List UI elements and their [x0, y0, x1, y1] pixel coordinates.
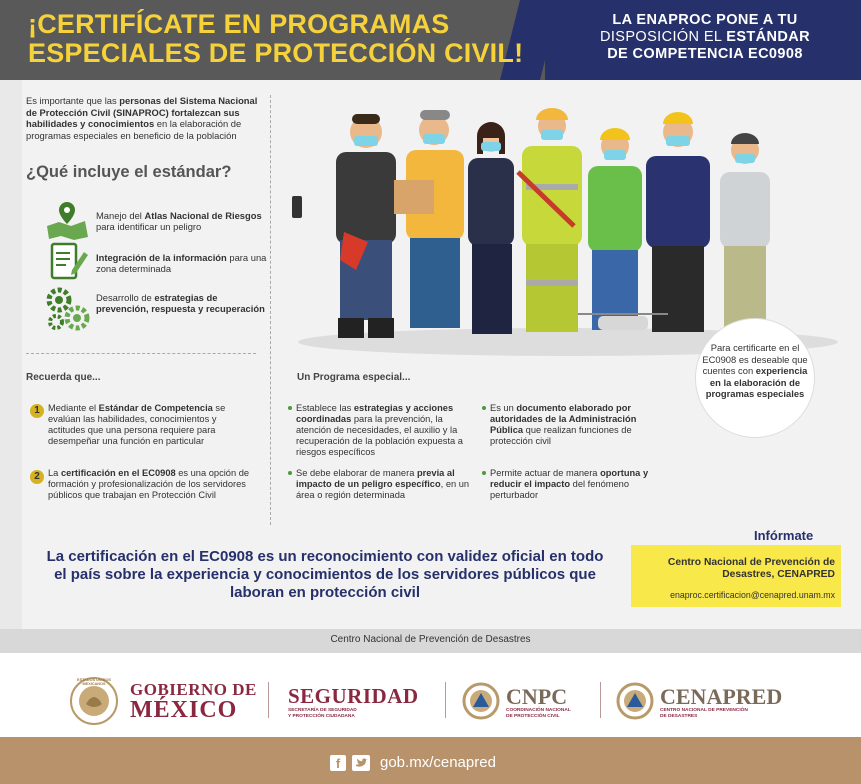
program-item: Establece las estrategias y acciones coordinadas para la prevención, la atención de necesidades, el auxilio y la recuperación de la población expuesta a riesgos específicos: [288, 403, 476, 458]
worker-figure: [518, 108, 582, 332]
standard-item: Desarrollo de estrategias de prevención, respuesta y recuperación: [44, 286, 268, 332]
header-subtitle: LA ENAPROC PONE A TU DISPOSICIÓN EL ESTÁNDAR DE COMPETENCIA EC0908: [599, 12, 811, 62]
program-item: Se debe elaborar de manera previa al impacto de un peligro específico, en un área o región determinada: [288, 468, 476, 501]
remember-item: Mediante el Estándar de Competencia se evalúan las habilidades, conocimientos y actitudes que una persona requiere para desempeñar una función en particular: [48, 403, 226, 446]
number-badge: 1: [30, 404, 44, 418]
worker-figure: [646, 112, 710, 332]
footer-org-name: Centro Nacional de Prevención de Desastres: [330, 634, 531, 645]
program-item: Permite actuar de manera oportuna y reducir el impacto del fenómeno perturbador: [482, 468, 662, 501]
logo-separator: [445, 682, 446, 718]
cenapred-logo: CENAPRED: [660, 684, 783, 709]
cnpc-logo: CNPC: [506, 684, 568, 709]
worker-figure: [394, 110, 464, 328]
remember-heading: Recuerda que...: [26, 372, 101, 383]
radio: [292, 196, 302, 218]
intro-paragraph: Es importante que las personas del Sistema Nacional de Protección Civil (SINAPROC) fortalezcan sus habilidades y conocimientos en la elaboración de programas especiales en beneficio de la población: [26, 95, 258, 141]
page-title: ¡CERTIFÍCATE EN PROGRAMAS ESPECIALES DE PROTECCIÓN CIVIL!: [28, 9, 524, 68]
cenapred-emblem-icon: [616, 682, 654, 720]
cenapred-sub: CENTRO NACIONAL DE PREVENCIÓN DE DESASTRES: [660, 708, 748, 719]
gob-logo-line1: GOBIERNO DE: [130, 680, 257, 699]
worker-figure: [588, 128, 642, 330]
worker-figure: [336, 114, 396, 338]
column-divider: [270, 95, 271, 525]
document-edit-icon: [44, 242, 90, 282]
gob-logo-line2: MÉXICO: [130, 697, 238, 723]
seal-text: ESTADOS UNIDOS MEXICANOS: [77, 678, 111, 686]
standard-item: Integración de la información para una zona determinada: [44, 242, 268, 282]
gears-icon: [44, 286, 90, 332]
standard-item: Manejo del Atlas Nacional de Riesgos para identificar un peligro: [44, 200, 268, 240]
facebook-icon[interactable]: f: [330, 755, 346, 771]
contact-email[interactable]: enaproc.certificacion@cenapred.unam.mx: [670, 590, 835, 600]
seguridad-logo: SEGURIDAD: [288, 684, 419, 708]
program-item: Es un documento elaborado por autoridades de la Administración Pública que realizan funciones de protección civil: [482, 403, 662, 447]
worker-figure: [720, 133, 770, 330]
contact-org: Centro Nacional de Prevención de Desastres, CENAPRED: [667, 557, 835, 580]
number-badge: 2: [30, 470, 44, 484]
left-margin-bar: [0, 80, 22, 630]
twitter-icon[interactable]: [352, 755, 370, 771]
logo-separator: [268, 682, 269, 718]
info-bubble-text: Para certificarte en el EC0908 es deseable que cuentes con experiencia en la elaboración de programas especiales: [702, 342, 808, 399]
seguridad-sub: SECRETARÍA DE SEGURIDAD Y PROTECCIÓN CIUDADANA: [288, 708, 357, 719]
section-divider: [26, 353, 256, 354]
map-pin-icon: [44, 200, 90, 240]
logo-separator: [600, 682, 601, 718]
standard-heading: ¿Qué incluye el estándar?: [26, 163, 232, 181]
certification-statement: La certificación en el EC0908 es un reconocimiento con validez oficial en todo el país sobre la experiencia y conocimientos de los servidores públicos que laboran en protección civil: [46, 548, 604, 601]
website-link[interactable]: gob.mx/cenapred: [380, 754, 496, 771]
remember-item: La certificación en el EC0908 es una opción de formación y profesionalización de los servidores públicos que trabajan en Protección Civil: [48, 468, 250, 500]
informate-heading: Infórmate: [754, 528, 814, 543]
cnpc-sub: COORDINACIÓN NACIONAL DE PROTECCIÓN CIVIL: [506, 708, 571, 719]
program-heading: Un Programa especial...: [297, 372, 411, 383]
worker-figure: [468, 122, 514, 334]
cnpc-emblem-icon: [462, 682, 500, 720]
